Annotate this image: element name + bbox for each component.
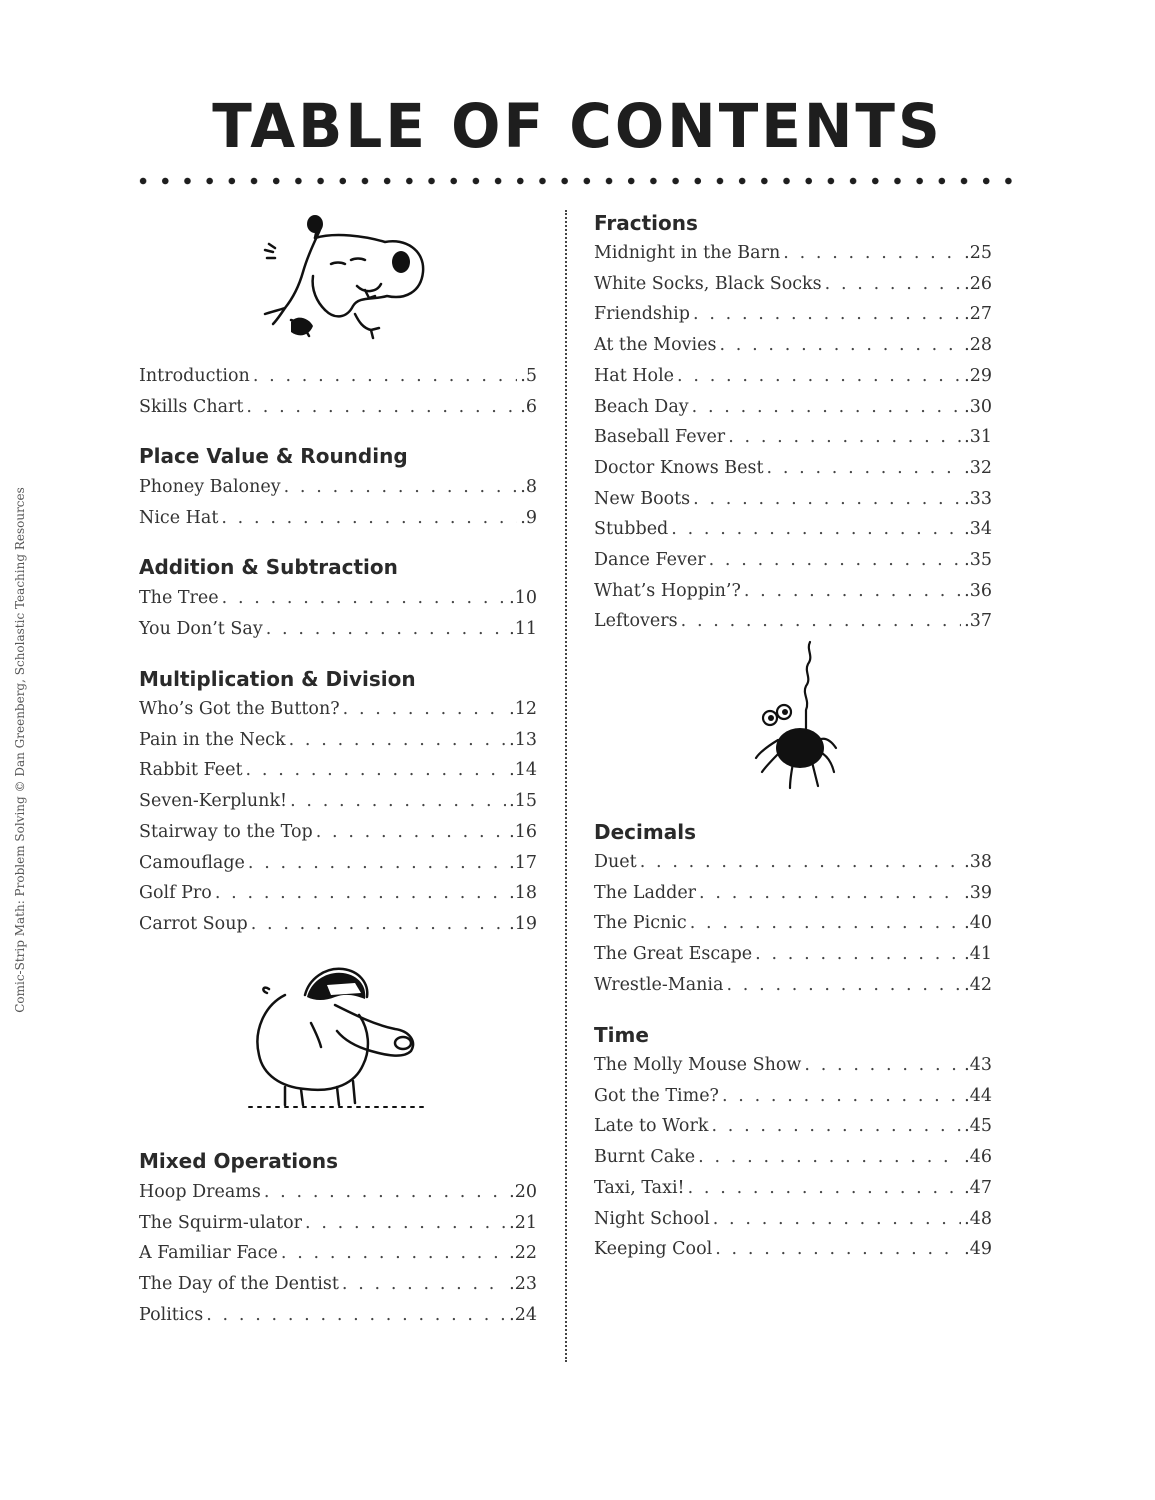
toc-entry [594,489,992,513]
dot-leader [284,477,518,497]
entry-page: .11 [509,618,537,639]
entry-title: New Boots [594,488,691,509]
dot-leader [699,883,961,903]
entry-title: Stairway to the Top [139,821,313,842]
entry-page: .37 [964,611,992,632]
entry-title: Baseball Fever [594,427,726,448]
toc-entry [139,760,537,784]
toc-entry [139,1274,537,1298]
entry-page: .43 [964,1055,992,1075]
entry-page: .31 [964,427,992,448]
dot-leader [206,1305,506,1325]
toc-entry [139,588,537,612]
toc-entry [139,699,537,723]
entry-page: .25 [964,243,992,263]
entry-title: Dance Fever [594,550,706,570]
entry-title: A Familiar Face [139,1243,278,1264]
entry-title: The Picnic [594,913,687,934]
entry-page: .15 [509,791,537,812]
dot-leader [253,366,517,386]
entry-page: .34 [964,519,992,540]
toc-entry [594,975,992,999]
dot-leader [698,1147,961,1167]
toc-entry [594,1209,992,1233]
toc-entry [594,944,992,968]
section-title: Fractions [594,211,698,235]
entry-page: .12 [509,699,537,719]
toc-entry [594,1055,992,1079]
toc-entry [594,243,992,267]
dot-leader [688,1178,962,1198]
toc-entry [594,1147,992,1171]
dot-leader [677,366,961,386]
entry-page: .21 [509,1212,537,1233]
entry-page: .10 [509,588,537,608]
toc-entry [139,619,537,643]
entry-title: The Day of the Dentist [139,1274,339,1295]
toc-entry [139,366,537,390]
entry-page: .27 [964,304,992,325]
entry-page: .18 [509,883,537,904]
dot-leader [281,1243,506,1263]
entry-title: Got the Time? [594,1085,719,1106]
toc-entry [594,550,992,574]
entry-page: .36 [964,580,992,601]
entry-page: .5 [520,366,537,386]
toc-entry [594,581,992,605]
entry-page: .33 [964,488,992,509]
toc-entry [594,1239,992,1263]
entry-title: Beach Day [594,396,689,417]
entry-page: .20 [509,1182,537,1202]
entry-title: At the Movies [594,335,717,356]
entry-title: Skills Chart [139,397,244,417]
entry-page: .46 [964,1147,992,1168]
dot-leader [825,274,962,294]
entry-title: Wrestle-Mania [594,974,724,995]
toc-entry [139,914,537,938]
entry-title: Midnight in the Barn [594,243,781,263]
dot-leader [728,427,961,447]
entry-title: Pain in the Neck [139,729,286,750]
entry-page: .17 [509,852,537,873]
entry-page: .9 [520,507,537,528]
entry-title: The Squirm-ulator [139,1212,303,1233]
entry-page: .19 [509,913,537,934]
dot-leader [343,699,507,719]
entry-page: .26 [964,273,992,294]
dot-leader [671,519,961,539]
dotted-divider [132,176,1022,186]
dot-leader [221,508,517,528]
entry-title: Hat Hole [594,365,675,386]
entry-title: Camouflage [139,852,245,873]
dot-leader [709,550,962,570]
dot-leader [289,730,507,750]
entry-page: .24 [509,1304,537,1325]
entry-title: Friendship [594,304,690,325]
entry-page: .42 [964,974,992,995]
toc-entry [139,822,537,846]
toc-entry [139,1305,537,1329]
entry-title: Hoop Dreams [139,1182,261,1202]
dot-leader [246,397,517,417]
dot-leader [222,588,507,608]
entry-title: Rabbit Feet [139,760,243,781]
entry-title: Phoney Baloney [139,477,281,497]
entry-page: .45 [964,1116,992,1137]
toc-entry [594,304,992,328]
entry-title: Nice Hat [139,507,219,528]
toc-entry [594,458,992,482]
entry-title: Taxi, Taxi! [594,1177,685,1198]
entry-page: .49 [964,1239,992,1260]
spider-illustration [748,640,848,800]
dot-leader [744,581,961,601]
section-title: Place Value & Rounding [139,444,408,468]
dot-leader [726,975,961,995]
entry-page: .22 [509,1243,537,1264]
toc-entry [594,274,992,298]
page-title: TABLE OF CONTENTS [212,90,943,162]
entry-page: .13 [509,729,537,750]
entry-title: You Don’t Say [139,618,263,639]
entry-title: The Great Escape [594,944,753,965]
toc-entry [139,1213,537,1237]
toc-entry [594,1086,992,1110]
entry-page: .35 [964,550,992,570]
dot-leader [215,883,506,903]
toc-entry [594,397,992,421]
entry-page: .30 [964,396,992,417]
entry-title: Introduction [139,366,250,386]
toc-entry [139,883,537,907]
section-title: Decimals [594,820,696,844]
entry-title: Night School [594,1208,710,1229]
dot-leader [692,397,962,417]
entry-title: Carrot Soup [139,913,248,934]
toc-entry [594,852,992,876]
copyright-text: Comic-Strip Math: Problem Solving © Dan Greenberg, Scholastic Teaching Resources [13,487,27,1013]
toc-entry [594,366,992,390]
entry-title: The Tree [139,588,219,608]
entry-title: Golf Pro [139,883,212,904]
entry-page: .14 [509,760,537,781]
entry-page: .8 [520,477,537,497]
toc-entry [139,853,537,877]
entry-page: .40 [964,913,992,934]
entry-title: Doctor Knows Best [594,457,764,478]
section-title: Mixed Operations [139,1149,339,1173]
entry-title: White Socks, Black Socks [594,273,822,294]
dot-leader [804,1055,961,1075]
entry-page: .6 [520,397,537,417]
dot-leader [342,1274,506,1294]
toc-entry [139,1182,537,1206]
entry-title: Duet [594,852,637,872]
entry-title: The Ladder [594,882,697,903]
section-title: Time [594,1023,649,1047]
dot-leader [783,243,961,263]
toc-entry [594,1116,992,1140]
dot-leader [722,1086,961,1106]
entry-title: Burnt Cake [594,1147,696,1168]
dot-leader [251,914,506,934]
dot-leader [693,489,961,509]
entry-title: Seven-Kerplunk! [139,791,288,812]
entry-page: .23 [509,1274,537,1295]
dot-leader [640,852,961,872]
dot-leader [290,791,506,811]
entry-title: Keeping Cool [594,1239,713,1260]
toc-entry [139,730,537,754]
entry-title: Leftovers [594,611,678,632]
entry-page: .38 [964,852,992,872]
toc-entry [594,335,992,359]
dog-illustration [255,210,435,350]
toc-entry [594,519,992,543]
entry-page: .39 [964,882,992,903]
entry-title: Stubbed [594,519,669,540]
toc-entry [139,397,537,421]
toc-entry [139,477,537,501]
entry-title: Late to Work [594,1116,709,1137]
entry-page: .29 [964,365,992,386]
entry-page: .48 [964,1208,992,1229]
dot-leader [693,304,961,324]
dot-leader [711,1116,961,1136]
pig-illustration [245,955,430,1115]
dot-leader [719,335,961,355]
dot-leader [713,1209,961,1229]
section-title: Multiplication & Division [139,667,416,691]
toc-entry [139,1243,537,1267]
toc-entry [594,1178,992,1202]
entry-page: .32 [964,457,992,478]
entry-page: .47 [964,1177,992,1198]
column-divider [565,210,567,1362]
entry-page: .41 [964,944,992,965]
entry-page: .16 [509,821,537,842]
entry-title: The Molly Mouse Show [594,1055,802,1075]
dot-leader [715,1239,961,1259]
toc-entry [594,913,992,937]
dot-leader [767,458,962,478]
dot-leader [248,853,506,873]
toc-entry [139,791,537,815]
entry-title: What’s Hoppin’? [594,580,741,601]
toc-entry [139,508,537,532]
dot-leader [681,611,962,631]
dot-leader [266,619,506,639]
dot-leader [246,760,507,780]
toc-entry [594,883,992,907]
toc-entry [594,611,992,635]
entry-title: Politics [139,1304,204,1325]
entry-page: .44 [964,1085,992,1106]
dot-leader [690,913,961,933]
dot-leader [264,1182,506,1202]
section-title: Addition & Subtraction [139,555,398,579]
entry-page: .28 [964,335,992,356]
dot-leader [316,822,506,842]
entry-title: Who’s Got the Button? [139,699,340,719]
toc-entry [594,427,992,451]
dot-leader [305,1213,506,1233]
dot-leader [755,944,961,964]
